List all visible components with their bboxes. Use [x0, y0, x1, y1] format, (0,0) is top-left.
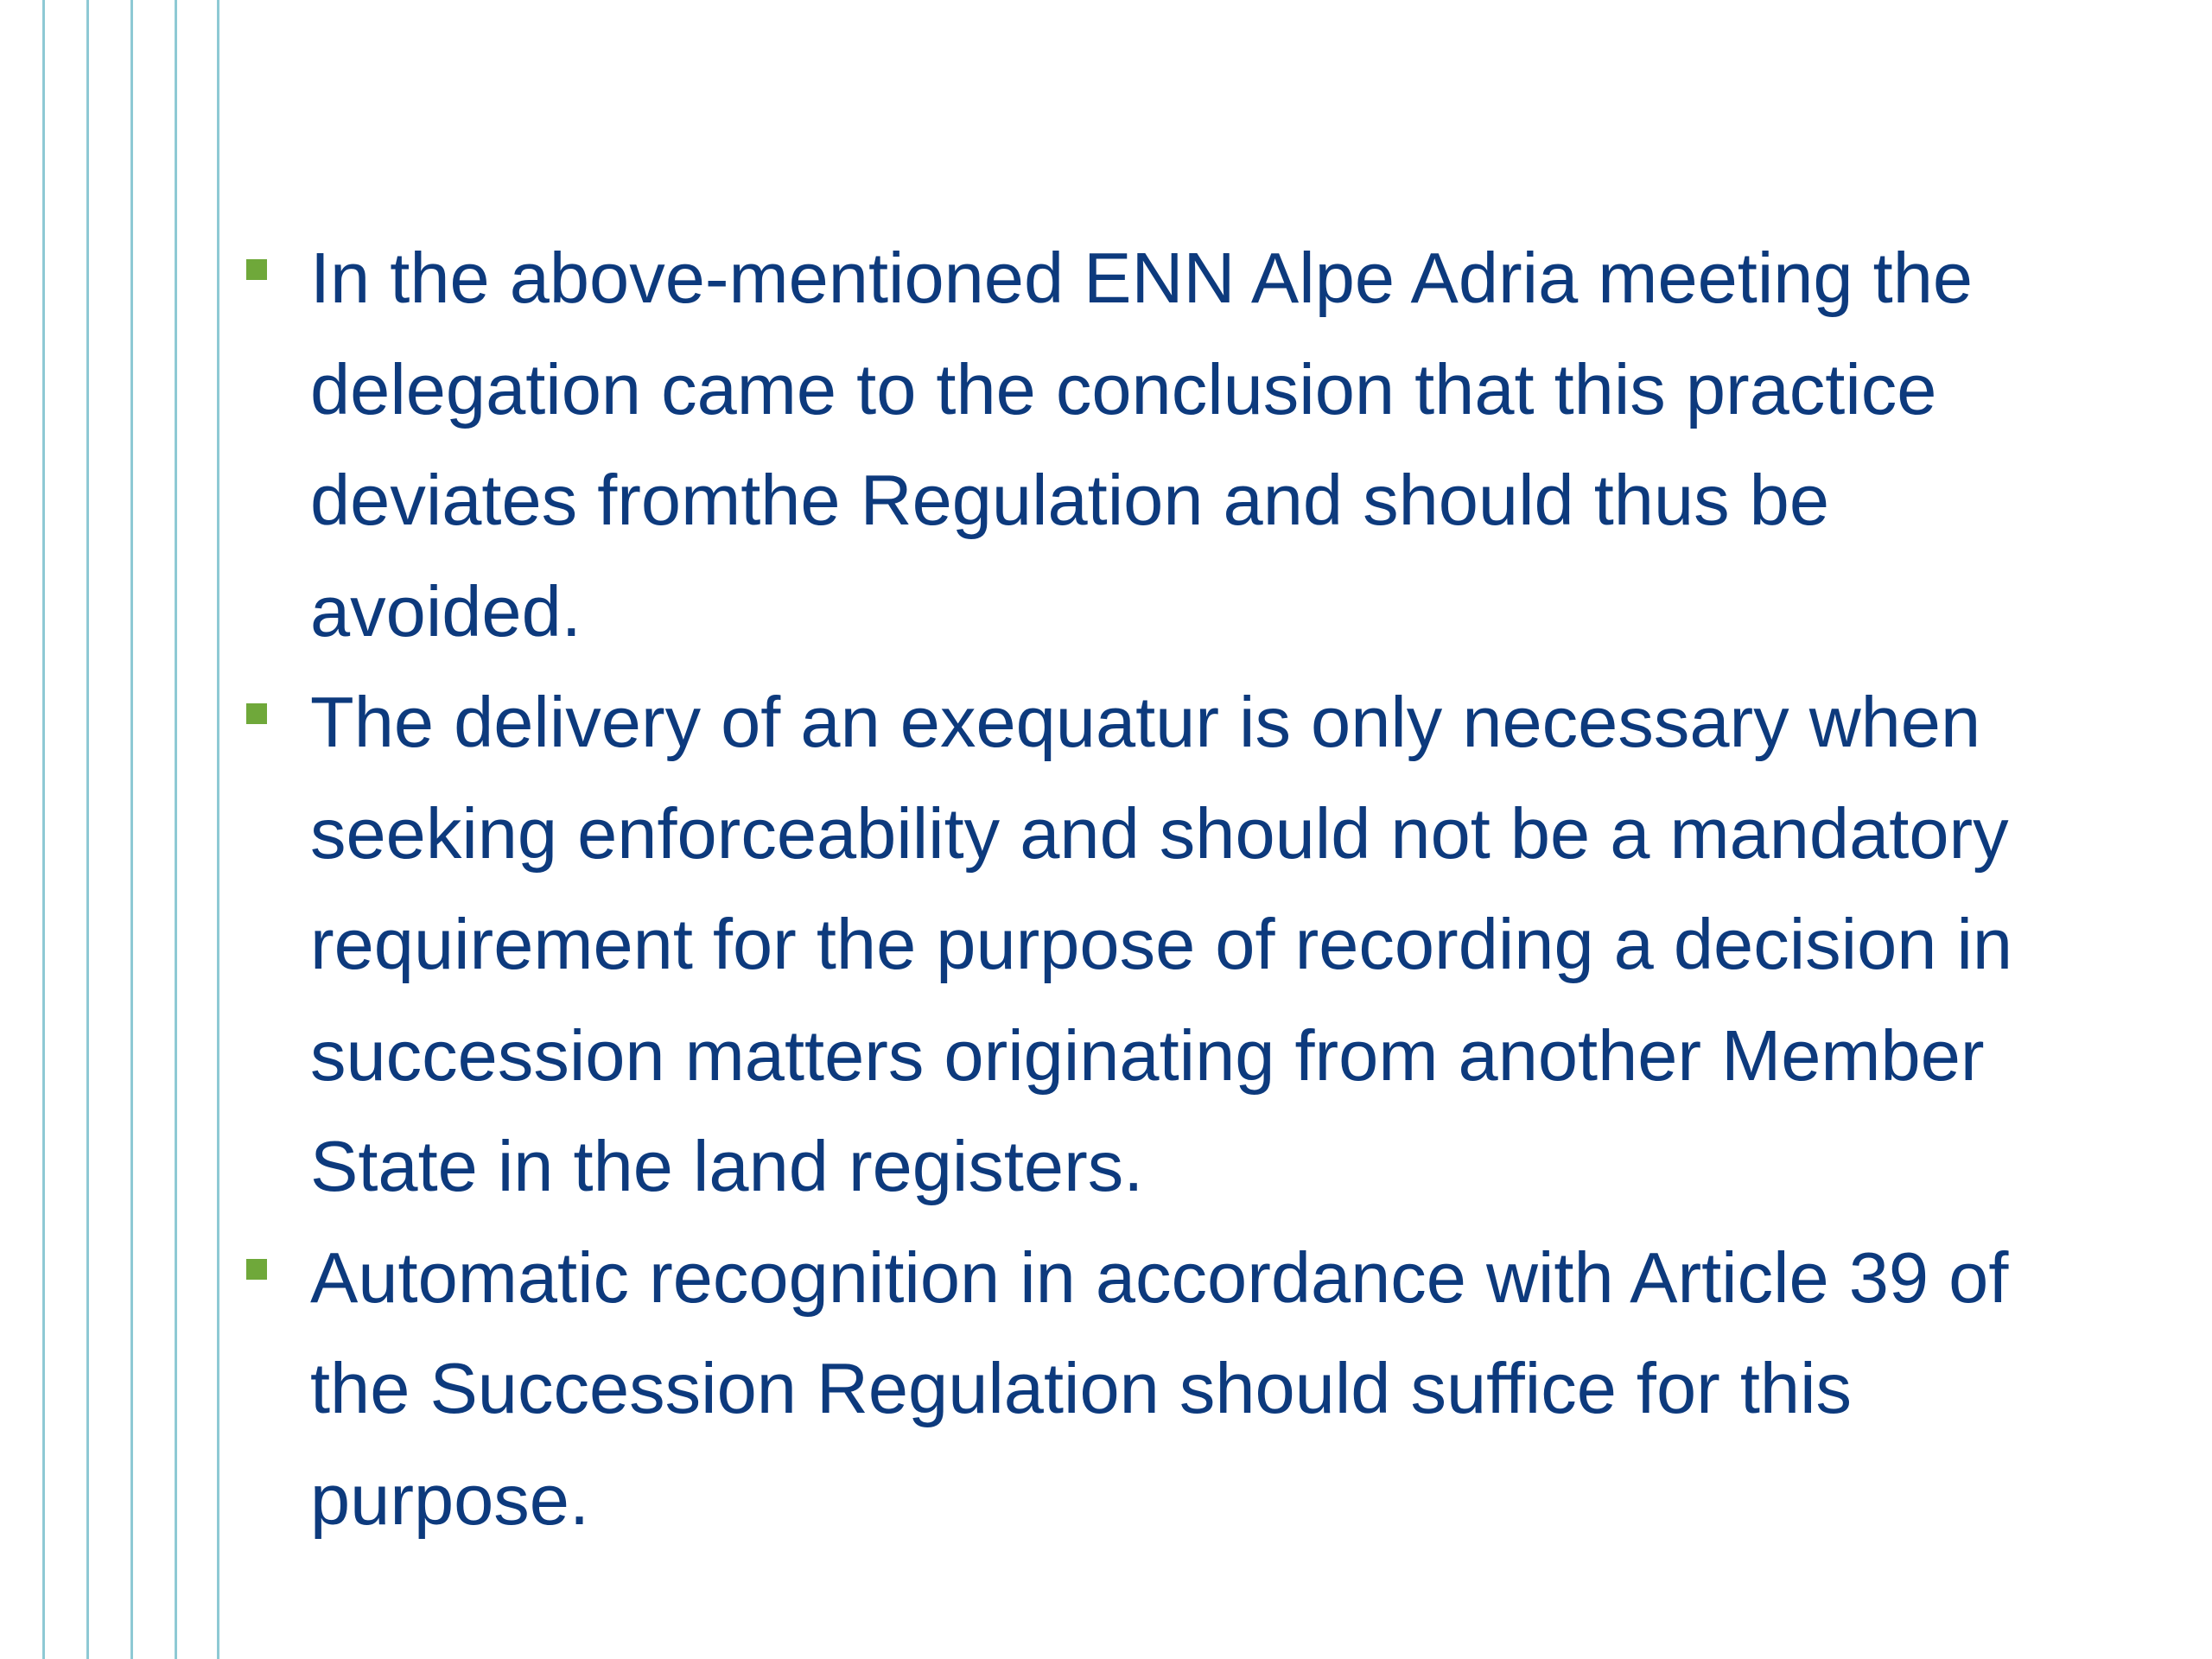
bullet-item-2: [246, 667, 2104, 1223]
bullet-text: In the above-mentioned ENN Alpe Adria meeting the delegation came to the conclusion that this practice deviates fromthe Regulation and should thus be avoided.: [310, 238, 1974, 652]
decorative-vertical-rule: [130, 0, 133, 1659]
bullet-text: Automatic recognition in accordance with Article 39 of the Succession Regulation should suffice for this purpose.: [310, 1236, 2009, 1540]
bullet-item-1: [246, 223, 2104, 667]
square-bullet-icon: [246, 259, 267, 280]
decorative-vertical-rule: [175, 0, 177, 1659]
square-bullet-icon: [246, 1259, 267, 1280]
decorative-vertical-rule: [86, 0, 89, 1659]
square-bullet-icon: [246, 703, 267, 724]
bullet-item-3: [246, 1223, 2104, 1556]
bullet-text: The delivery of an exequatur is only necessary when seeking enforceability and should not be a mandatory requirement for the purpose of recording a decision in succession matters originating from another Member State in the land registers.: [310, 682, 2013, 1206]
bullet-list: [246, 223, 2104, 1555]
decorative-vertical-rule: [217, 0, 219, 1659]
decorative-vertical-rule: [42, 0, 45, 1659]
